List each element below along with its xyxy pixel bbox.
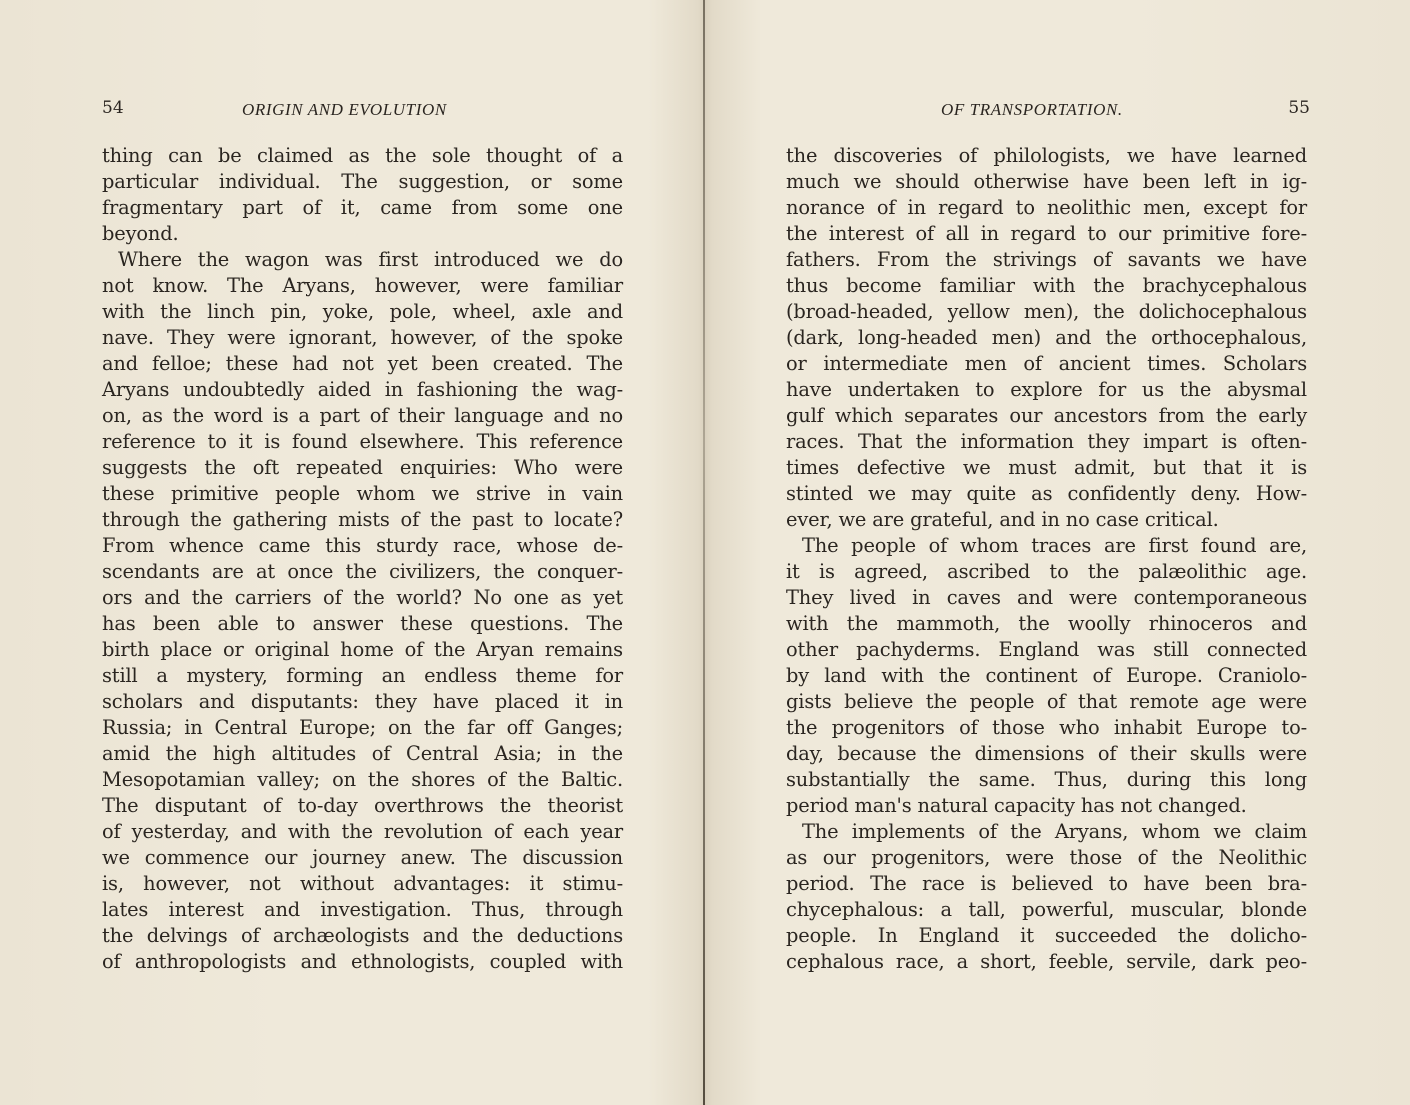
text-line: From whence came this sturdy race, whose de- (102, 534, 623, 557)
text-line: scendants are at once the civilizers, the conquer- (102, 560, 623, 583)
right-page-number: 55 (1288, 98, 1310, 118)
text-line: it is agreed, ascribed to the palæolithic age. (786, 560, 1307, 583)
left-page-header (102, 98, 626, 120)
text-line: chycephalous: a tall, powerful, muscular, blonde (786, 898, 1307, 921)
text-line: thus become familiar with the brachycephalous (786, 274, 1307, 297)
text-line: through the gathering mists of the past to locate? (102, 508, 623, 531)
text-line: period. The race is believed to have been bra- (786, 872, 1307, 895)
text-line: amid the high altitudes of Central Asia; in the (102, 742, 623, 765)
text-line: still a mystery, forming an endless theme for (102, 664, 623, 687)
left-page-text (102, 143, 623, 975)
right-page-text (786, 143, 1307, 975)
text-line: Aryans undoubtedly aided in fashioning the wag- (102, 378, 623, 401)
text-line: other pachyderms. England was still connected (786, 638, 1307, 661)
text-line: (dark, long-headed men) and the orthocephalous, (786, 326, 1307, 349)
right-page-header (786, 98, 1310, 120)
text-line: the progenitors of those who inhabit Europe to- (786, 716, 1307, 739)
text-line: scholars and disputants: they have placed it in (102, 690, 623, 713)
text-line: and felloe; these had not yet been created. The (102, 352, 623, 375)
left-page (86, 0, 646, 1105)
text-line: by land with the continent of Europe. Craniolo- (786, 664, 1307, 687)
text-line: with the linch pin, yoke, pole, wheel, axle and (102, 300, 623, 323)
text-line: birth place or original home of the Aryan remains (102, 638, 623, 661)
text-line: ors and the carriers of the world? No one as yet (102, 586, 623, 609)
text-line: stinted we may quite as confidently deny. How- (786, 482, 1307, 505)
text-line: is, however, not without advantages: it stimu- (102, 872, 623, 895)
text-line: The people of whom traces are first found are, (802, 534, 1307, 557)
text-line: people. In England it succeeded the dolicho- (786, 924, 1307, 947)
text-line: ever, we are grateful, and in no case critical. (786, 508, 1219, 531)
left-running-title: ORIGIN AND EVOLUTION (242, 100, 447, 119)
text-line: norance of in regard to neolithic men, except for (786, 196, 1307, 219)
text-line: has been able to answer these questions. The (102, 612, 623, 635)
text-line: The implements of the Aryans, whom we claim (802, 820, 1307, 843)
text-line: nave. They were ignorant, however, of the spoke (102, 326, 623, 349)
text-line: not know. The Aryans, however, were familiar (102, 274, 623, 297)
text-line: period man's natural capacity has not changed. (786, 794, 1247, 817)
text-line: substantially the same. Thus, during this long (786, 768, 1307, 791)
text-line: Where the wagon was first introduced we do (118, 248, 623, 271)
text-line: fragmentary part of it, came from some one (102, 196, 623, 219)
left-page-number: 54 (102, 98, 124, 118)
text-line: thing can be claimed as the sole thought of a (102, 144, 623, 167)
text-line: of yesterday, and with the revolution of each year (102, 820, 623, 843)
text-line: as our progenitors, were those of the Neolithic (786, 846, 1307, 869)
text-line: gulf which separates our ancestors from the early (786, 404, 1307, 427)
text-line: the interest of all in regard to our primitive fore- (786, 222, 1307, 245)
text-line: Mesopotamian valley; on the shores of the Baltic. (102, 768, 623, 791)
text-line: of anthropologists and ethnologists, coupled with (102, 950, 623, 973)
text-line: They lived in caves and were contemporaneous (786, 586, 1307, 609)
text-line: particular individual. The suggestion, or some (102, 170, 623, 193)
text-line: The disputant of to-day overthrows the theorist (102, 794, 623, 817)
text-line: fathers. From the strivings of savants we have (786, 248, 1307, 271)
text-line: beyond. (102, 222, 179, 245)
text-line: reference to it is found elsewhere. This reference (102, 430, 623, 453)
text-line: these primitive people whom we strive in vain (102, 482, 623, 505)
right-page (770, 0, 1330, 1105)
text-line: day, because the dimensions of their skulls were (786, 742, 1307, 765)
text-line: the discoveries of philologists, we have learned (786, 144, 1307, 167)
right-running-title: OF TRANSPORTATION. (941, 100, 1123, 119)
text-line: lates interest and investigation. Thus, through (102, 898, 623, 921)
text-line: or intermediate men of ancient times. Scholars (786, 352, 1307, 375)
text-line: times defective we must admit, but that it is (786, 456, 1307, 479)
text-line: with the mammoth, the woolly rhinoceros and (786, 612, 1307, 635)
text-line: cephalous race, a short, feeble, servile, dark peo- (786, 950, 1307, 973)
text-line: much we should otherwise have been left in ig- (786, 170, 1307, 193)
text-line: the delvings of archæologists and the deductions (102, 924, 623, 947)
text-line: races. That the information they impart is often- (786, 430, 1307, 453)
text-line: have undertaken to explore for us the abysmal (786, 378, 1307, 401)
text-line: suggests the oft repeated enquiries: Who were (102, 456, 623, 479)
text-line: we commence our journey anew. The discussion (102, 846, 623, 869)
text-line: on, as the word is a part of their language and no (102, 404, 623, 427)
text-line: Russia; in Central Europe; on the far off Ganges; (102, 716, 623, 739)
text-line: (broad-headed, yellow men), the dolichocephalous (786, 300, 1307, 323)
text-line: gists believe the people of that remote age were (786, 690, 1307, 713)
book-gutter (703, 0, 705, 1105)
